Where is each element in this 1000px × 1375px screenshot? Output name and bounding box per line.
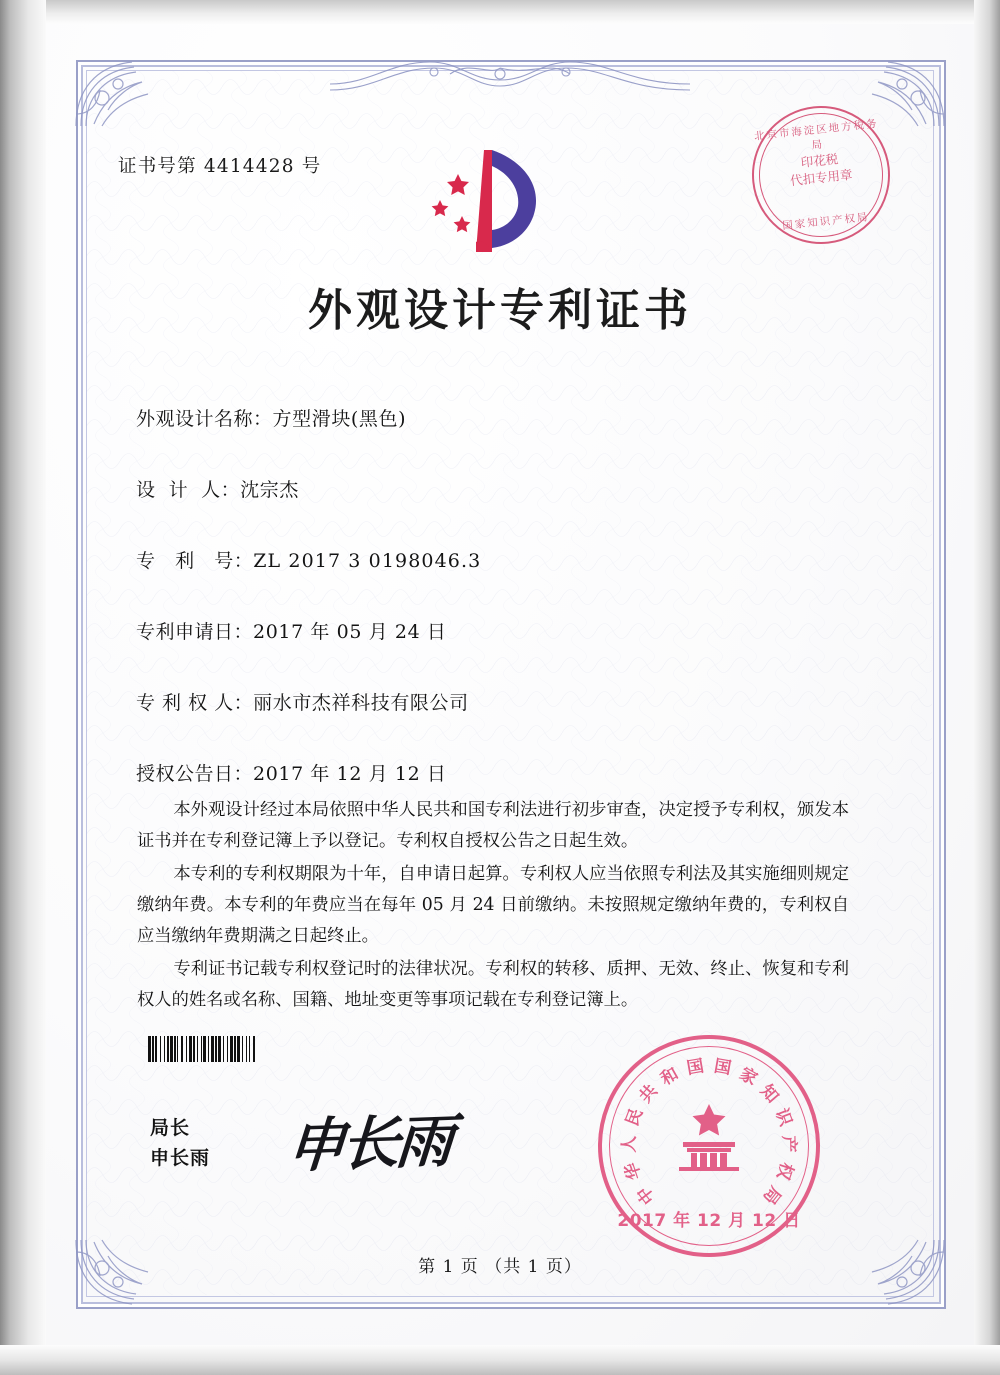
official-round-seal xyxy=(598,1035,820,1257)
barcode xyxy=(148,1036,400,1062)
seal-ring-char: 识 xyxy=(770,1105,796,1129)
top-flourish-ornament-icon xyxy=(330,54,690,100)
page-footer: 第 1 页 （共 1 页） xyxy=(418,1257,582,1277)
legal-paragraph: 本专利的专利权期限为十年，自申请日起算。专利权人应当依照专利法及其实施细则规定缴纳年费。本专利的年费应当在每年 05 月 24 日前缴纳。未按照规定缴纳年费的，专利权自应当缴纳年费期满之日起终止。 xyxy=(137,864,849,946)
field-designer xyxy=(136,475,836,502)
scan-edge-right xyxy=(974,0,1000,1375)
field-label: 外观设计名称： xyxy=(136,408,273,430)
field-label: 专 利 权 人： xyxy=(136,692,254,714)
ip-office-logo-icon xyxy=(418,144,556,260)
field-value: 2017 年 12 月 12 日 xyxy=(253,763,447,785)
field-label: 授权公告日： xyxy=(136,763,254,785)
corner-ornament-icon xyxy=(72,56,164,130)
director-name-label: 申长雨 xyxy=(150,1147,211,1169)
duty-seal-arc-bottom: 国家知识产权局 xyxy=(781,211,871,233)
seal-ring-char: 产 xyxy=(778,1135,799,1153)
seal-ring-char: 知 xyxy=(756,1081,783,1108)
duty-seal-line2: 代扣专用章 xyxy=(789,166,854,189)
certificate-number: 证书号第 4414428 号 xyxy=(118,156,322,177)
handwritten-signature: 申长雨 xyxy=(284,1106,453,1181)
legal-paragraph: 专利证书记载专利权登记时的法律状况。专利权的转移、质押、无效、终止、恢复和专利权人的姓名或名称、国籍、地址变更等事项记载在专利登记簿上。 xyxy=(137,959,849,1010)
legal-paragraph: 本外观设计经过本局依照中华人民共和国专利法进行初步审查，决定授予专利权，颁发本证书并在专利登记簿上予以登记。专利权自授权公告之日起生效。 xyxy=(137,800,849,851)
field-patentee xyxy=(136,688,836,715)
seal-ring-char: 民 xyxy=(622,1105,648,1129)
seal-ring-char: 和 xyxy=(657,1063,683,1090)
seal-ring-char: 人 xyxy=(619,1135,640,1153)
signature-labels xyxy=(150,1113,210,1173)
duty-seal-line1: 印花税 xyxy=(800,151,839,170)
seal-ring-char: 权 xyxy=(772,1159,797,1183)
field-list xyxy=(136,404,836,830)
field-application-date xyxy=(136,617,836,644)
seal-ring-char: 国 xyxy=(685,1056,706,1079)
scan-edge-top xyxy=(0,0,1000,24)
scan-edge-left xyxy=(0,0,46,1375)
field-label: 设 计 人： xyxy=(136,479,241,501)
field-value: 方型滑块(黑色) xyxy=(272,408,407,430)
field-label: 专 利 号： xyxy=(136,550,254,572)
director-title-label: 局长 xyxy=(150,1117,191,1139)
field-value: 丽水市杰祥科技有限公司 xyxy=(253,692,469,714)
field-label: 专利申请日： xyxy=(136,621,254,643)
field-patent-number xyxy=(136,546,836,573)
seal-ring-char: 局 xyxy=(758,1182,785,1208)
field-value: ZL 2017 3 0198046.3 xyxy=(253,550,482,572)
seal-ring-char: 中 xyxy=(633,1182,660,1208)
field-value: 沈宗杰 xyxy=(240,479,299,501)
field-announcement-date xyxy=(136,759,836,786)
seal-ring-char: 华 xyxy=(621,1159,646,1183)
seal-ring-char: 家 xyxy=(735,1063,761,1090)
seal-date: 2017 年 12 月 12 日 xyxy=(617,1211,801,1231)
field-value: 2017 年 05 月 24 日 xyxy=(253,621,447,643)
page-title: 外观设计专利证书 xyxy=(308,285,692,336)
national-emblem-icon xyxy=(661,1102,757,1172)
seal-ring-char: 共 xyxy=(635,1081,662,1108)
scan-edge-bottom xyxy=(0,1345,1000,1375)
seal-ring-char: 国 xyxy=(712,1056,733,1079)
field-design-name xyxy=(136,404,836,431)
legal-text-block xyxy=(137,795,849,1018)
barcode-bar xyxy=(255,1036,256,1062)
duty-seal-arc-top: 北京市海淀区地方税务局 xyxy=(753,117,880,152)
